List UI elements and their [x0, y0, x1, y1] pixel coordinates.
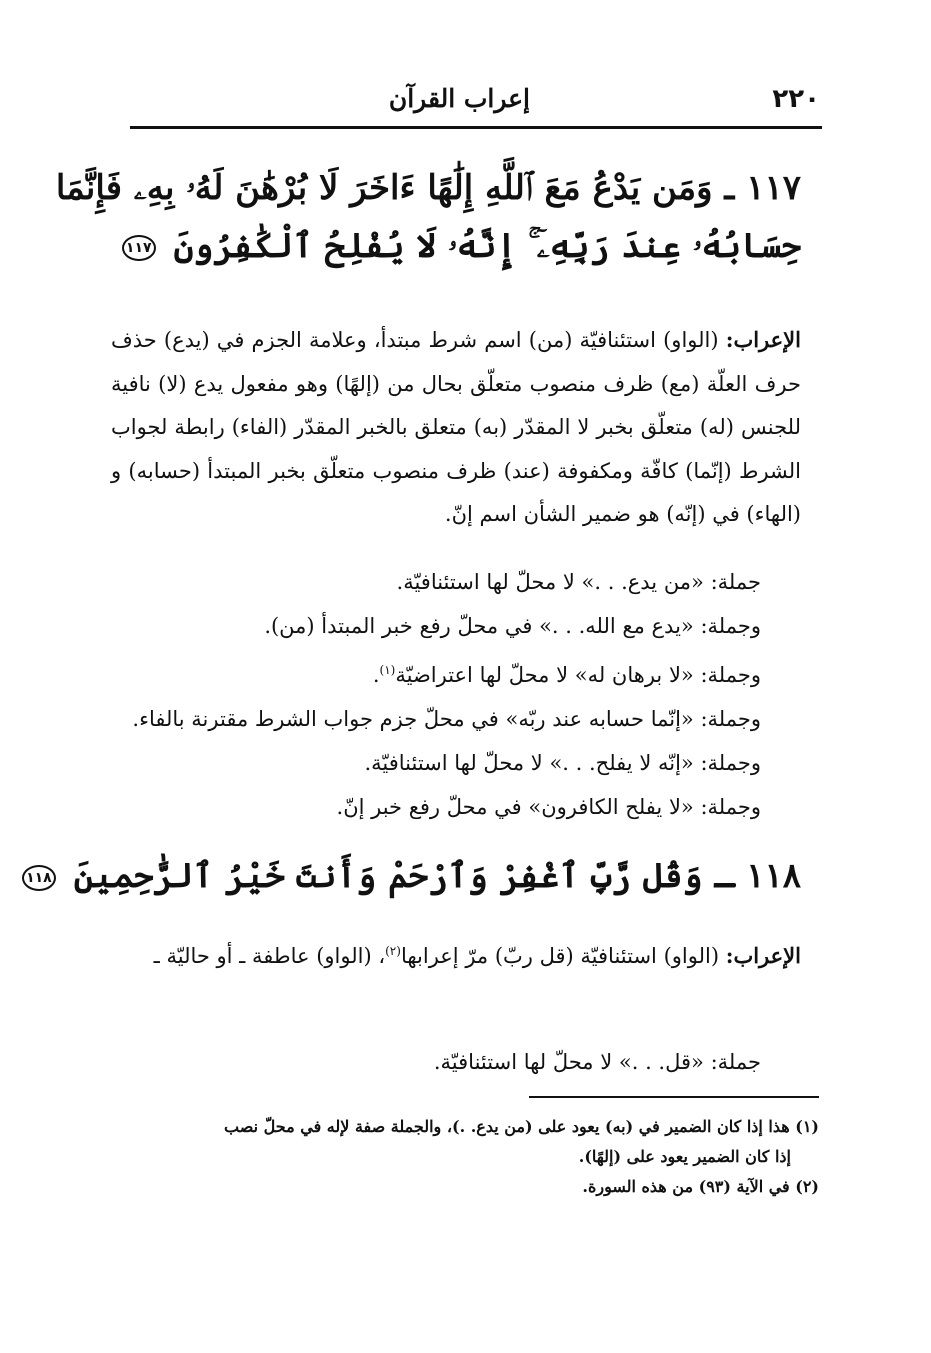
- ayah-number-marker: ١١٧: [122, 235, 156, 261]
- verse-117: [56, 160, 801, 276]
- verse-118-line-1: [22, 848, 801, 906]
- footnote-ref: (١): [379, 663, 396, 677]
- verse-118-text: ١١٨ ـ وَقُل رَّبِّ ٱغْفِرْ وَٱرْحَمْ وَأَنتَ خَيْرُ ٱلرَّٰحِمِينَ: [73, 856, 801, 896]
- footnote-2: (٢) في الآية (٩٣) من هذه السورة.: [582, 1177, 819, 1196]
- verse-117-line-2: [56, 218, 801, 276]
- footnote-ref: (٢): [385, 944, 401, 958]
- sentence-line: وجملة: «إنّما حسابه عند ربّه» في محلّ جزم جواب الشرط مقترنة بالفاء.: [132, 707, 761, 731]
- irab-118-paragraph: [111, 930, 801, 979]
- page-number: ٢٢٠: [772, 84, 820, 114]
- sentences-118: [101, 1040, 761, 1084]
- sentence-line: جملة: «قل. . .» لا محلّ لها استئنافيّة.: [433, 1050, 761, 1074]
- ayah-number-marker: ١١٨: [22, 865, 56, 891]
- footnote-1-continued: إذا كان الضمير يعود على (إلهًا).: [578, 1147, 791, 1166]
- irab-117-paragraph: [111, 318, 801, 537]
- irab-label: الإعراب:: [725, 327, 801, 352]
- sentence-line: وجملة: «إنّه لا يفلح. . .» لا محلّ لها استئنافيّة.: [364, 751, 761, 775]
- sentence-line: وجملة: «يدع مع الله. . .» في محلّ رفع خبر المبتدأ (من).: [264, 614, 761, 638]
- irab-label: الإعراب:: [725, 943, 801, 968]
- sentence-line: وجملة: «لا يفلح الكافرون» في محلّ رفع خبر إنّ.: [336, 795, 761, 819]
- verse-117-line-2-text: حِسَابُهُۥ عِندَ رَبِّهِۦٓ ۚ إِنَّهُۥ لَا يُفْلِحُ ٱلْكَٰفِرُونَ: [173, 225, 801, 266]
- verse-118: [22, 848, 801, 906]
- irab-118-text-b: ، (الواو) عاطفة ـ أو حاليّة ـ: [153, 944, 386, 968]
- footnote-1: (١) هذا إذا كان الضمير في (به) يعود على (من يدع. .)، والجملة صفة لإله في محلّ نصب: [224, 1117, 819, 1136]
- sentence-line: جملة: «من يدع. . .» لا محلّ لها استئنافيّة.: [396, 570, 761, 594]
- irab-118-text-a: (الواو) استئنافيّة (قل ربّ) مرّ إعرابها: [400, 944, 720, 968]
- sentences-117: [101, 560, 761, 829]
- verse-117-line-1: ١١٧ ـ وَمَن يَدْعُ مَعَ ٱللَّهِ إِلَٰهًا ءَاخَرَ لَا بُرْهَٰنَ لَهُۥ بِهِۦ فَإِنَّمَا: [55, 168, 801, 208]
- irab-117-text: (الواو) استئنافيّة (من) اسم شرط مبتدأ، وعلامة الجزم في (يدع) حذف حرف العلّة (مع) ظرف منصوب متعلّق بحال من (إلهًا) وهو مفعول يدع (لا) نافية للجنس (له) متعلّق بخبر لا المقدّر (به) متعلق بالخبر المقدّر (الفاء) رابطة لجواب الشرط (إنّما) كافّة ومكفوفة (عند) ظرف منصوب متعلّق بخبر المبتدأ (حسابه) و (الهاء) في (إنّه) هو ضمير الشأن اسم إنّ.: [111, 328, 801, 526]
- book-title: إعراب القرآن: [388, 84, 530, 113]
- sentence-line: وجملة: «لا برهان له» لا محلّ لها اعتراضيّة$^{(١)}$.: [372, 663, 761, 687]
- page-header: [130, 78, 820, 124]
- sentence-text: وجملة: «لا برهان له» لا محلّ لها اعتراضيّة: [395, 663, 761, 687]
- header-rule: [130, 126, 822, 129]
- footnote-rule: [529, 1096, 819, 1098]
- footnotes: [189, 1112, 819, 1202]
